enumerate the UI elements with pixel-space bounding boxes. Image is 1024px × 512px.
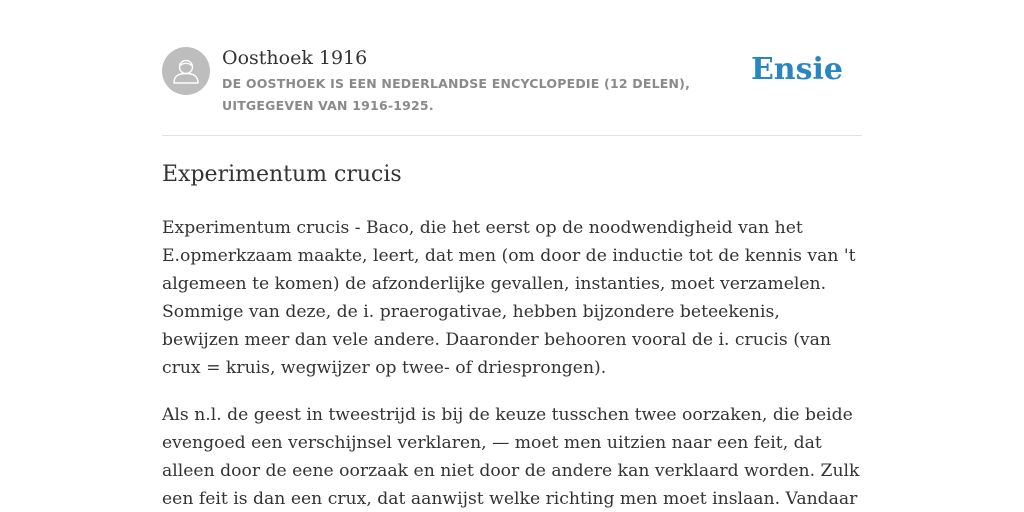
source-description: DE OOSTHOEK IS EEN NEDERLANDSE ENCYCLOPEDIE (12 DELEN), UITGEGEVEN VAN 1916-1925. <box>222 76 691 113</box>
article-body <box>162 214 862 512</box>
source-avatar[interactable] <box>162 47 210 95</box>
brand-logo[interactable]: Ensie <box>750 52 843 87</box>
article-paragraph: Experimentum crucis - Baco, die het eerst op de noodwendigheid van het E.opmerkzaam maakte, leert, dat men (om door de inductie tot de kennis van 't algemeen te komen) de afzonderlijke gevallen, instanties, moet verzamelen. Sommige van deze, de i. praerogativae, hebben bijzondere beteekenis, bewijzen meer dan vele andere. Daaronder behooren vooral de i. crucis (van crux = kruis, wegwijzer op twee- of driesprongen). <box>162 218 856 378</box>
source-info <box>222 45 762 117</box>
content-column <box>162 0 862 512</box>
article-title: Experimentum crucis <box>162 162 402 187</box>
source-header <box>162 0 862 136</box>
user-outline-icon <box>162 47 210 95</box>
source-title[interactable]: Oosthoek 1916 <box>222 47 368 69</box>
article-paragraph: Als n.l. de geest in tweestrijd is bij de keuze tusschen twee oorzaken, die beide evengoed een verschijnsel verklaren, — moet men uitzien naar een feit, dat alleen door de eene oorzaak en niet door de andere kan verklaard worden. Zulk een feit is dan een crux, dat aanwijst welke richting men moet inslaan. Vandaar <box>162 405 860 509</box>
